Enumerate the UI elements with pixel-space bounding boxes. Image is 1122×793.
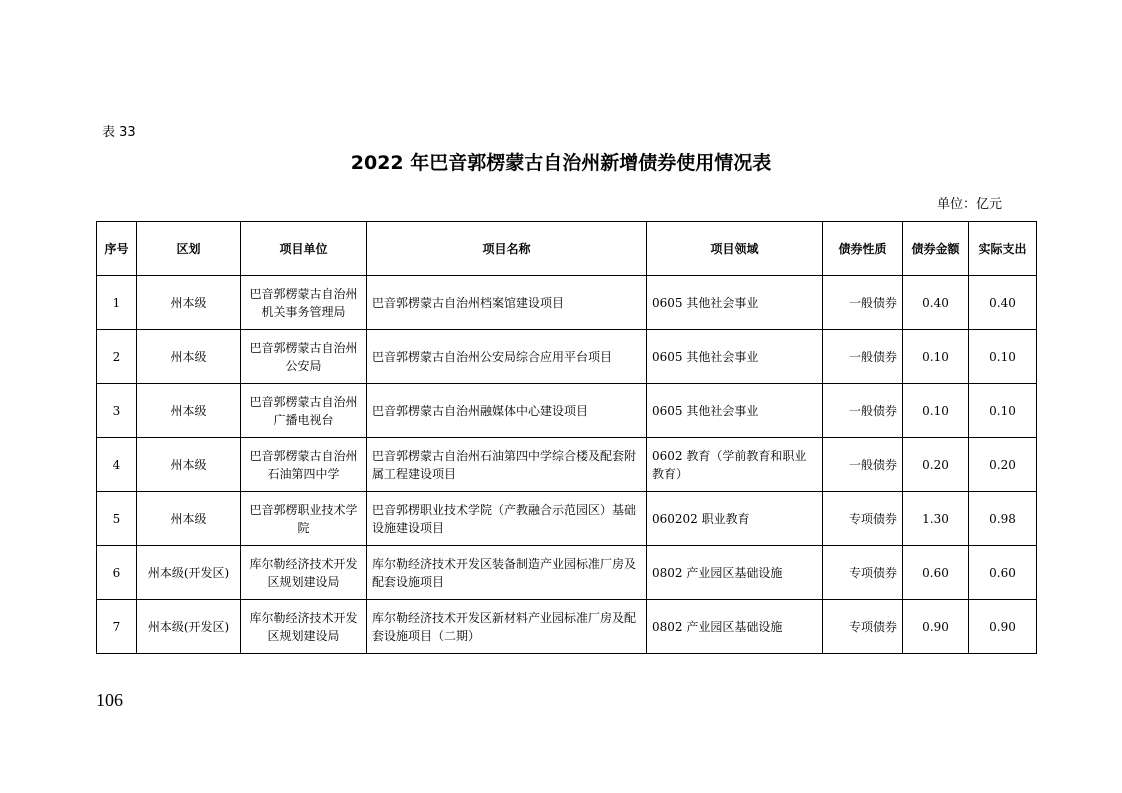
cell-seq: 5 — [97, 492, 137, 546]
table-label: 表 33 — [102, 125, 136, 140]
cell-project-name: 巴音郭楞蒙古自治州融媒体中心建设项目 — [367, 384, 647, 438]
cell-actual: 0.98 — [969, 492, 1037, 546]
cell-amount: 0.90 — [903, 600, 969, 654]
bond-usage-table — [96, 221, 1037, 654]
table-row — [97, 546, 1037, 600]
cell-project-name: 库尔勒经济技术开发区装备制造产业园标准厂房及配套设施项目 — [367, 546, 647, 600]
cell-amount: 0.60 — [903, 546, 969, 600]
cell-district: 州本级 — [137, 492, 241, 546]
cell-unit-name: 巴音郭楞职业技术学院 — [241, 492, 367, 546]
cell-district: 州本级(开发区) — [137, 546, 241, 600]
cell-bond-type: 一般债券 — [823, 330, 903, 384]
header-bond-type: 债券性质 — [823, 222, 903, 276]
cell-actual: 0.20 — [969, 438, 1037, 492]
cell-district: 州本级 — [137, 330, 241, 384]
cell-field: 0605 其他社会事业 — [647, 384, 823, 438]
cell-project-name: 巴音郭楞蒙古自治州公安局综合应用平台项目 — [367, 330, 647, 384]
cell-project-name: 巴音郭楞职业技术学院（产教融合示范园区）基础设施建设项目 — [367, 492, 647, 546]
cell-field: 060202 职业教育 — [647, 492, 823, 546]
cell-seq: 6 — [97, 546, 137, 600]
cell-unit-name: 巴音郭楞蒙古自治州公安局 — [241, 330, 367, 384]
cell-amount: 0.10 — [903, 330, 969, 384]
page-title: 2022 年巴音郭楞蒙古自治州新增债券使用情况表 — [350, 152, 772, 174]
cell-seq: 3 — [97, 384, 137, 438]
header-actual: 实际支出 — [969, 222, 1037, 276]
cell-district: 州本级 — [137, 438, 241, 492]
cell-amount: 0.10 — [903, 384, 969, 438]
cell-seq: 1 — [97, 276, 137, 330]
cell-field: 0602 教育（学前教育和职业教育） — [647, 438, 823, 492]
cell-field: 0605 其他社会事业 — [647, 276, 823, 330]
cell-unit-name: 库尔勒经济技术开发区规划建设局 — [241, 546, 367, 600]
header-seq: 序号 — [97, 222, 137, 276]
header-project-name: 项目名称 — [367, 222, 647, 276]
unit-label: 单位：亿元 — [936, 197, 1002, 212]
cell-bond-type: 专项债券 — [823, 600, 903, 654]
table-row — [97, 492, 1037, 546]
cell-actual: 0.60 — [969, 546, 1037, 600]
cell-actual: 0.40 — [969, 276, 1037, 330]
header-amount: 债券金额 — [903, 222, 969, 276]
cell-seq: 2 — [97, 330, 137, 384]
table-row — [97, 330, 1037, 384]
cell-bond-type: 一般债券 — [823, 384, 903, 438]
table-header-row — [97, 222, 1037, 276]
table-row — [97, 276, 1037, 330]
cell-bond-type: 一般债券 — [823, 438, 903, 492]
cell-amount: 1.30 — [903, 492, 969, 546]
cell-project-name: 库尔勒经济技术开发区新材料产业园标准厂房及配套设施项目（二期） — [367, 600, 647, 654]
cell-bond-type: 专项债券 — [823, 492, 903, 546]
cell-district: 州本级(开发区) — [137, 600, 241, 654]
cell-actual: 0.10 — [969, 330, 1037, 384]
cell-district: 州本级 — [137, 276, 241, 330]
cell-field: 0605 其他社会事业 — [647, 330, 823, 384]
cell-unit-name: 巴音郭楞蒙古自治州广播电视台 — [241, 384, 367, 438]
cell-amount: 0.20 — [903, 438, 969, 492]
page-number: 106 — [96, 690, 123, 710]
cell-seq: 7 — [97, 600, 137, 654]
cell-district: 州本级 — [137, 384, 241, 438]
cell-seq: 4 — [97, 438, 137, 492]
cell-bond-type: 一般债券 — [823, 276, 903, 330]
cell-unit-name: 巴音郭楞蒙古自治州石油第四中学 — [241, 438, 367, 492]
table-row — [97, 384, 1037, 438]
cell-project-name: 巴音郭楞蒙古自治州档案馆建设项目 — [367, 276, 647, 330]
cell-actual: 0.90 — [969, 600, 1037, 654]
header-field: 项目领域 — [647, 222, 823, 276]
cell-unit-name: 库尔勒经济技术开发区规划建设局 — [241, 600, 367, 654]
header-unit-name: 项目单位 — [241, 222, 367, 276]
cell-actual: 0.10 — [969, 384, 1037, 438]
table-row — [97, 438, 1037, 492]
cell-field: 0802 产业园区基础设施 — [647, 546, 823, 600]
cell-unit-name: 巴音郭楞蒙古自治州机关事务管理局 — [241, 276, 367, 330]
cell-field: 0802 产业园区基础设施 — [647, 600, 823, 654]
cell-bond-type: 专项债券 — [823, 546, 903, 600]
cell-project-name: 巴音郭楞蒙古自治州石油第四中学综合楼及配套附属工程建设项目 — [367, 438, 647, 492]
table-row — [97, 600, 1037, 654]
cell-amount: 0.40 — [903, 276, 969, 330]
header-district: 区划 — [137, 222, 241, 276]
